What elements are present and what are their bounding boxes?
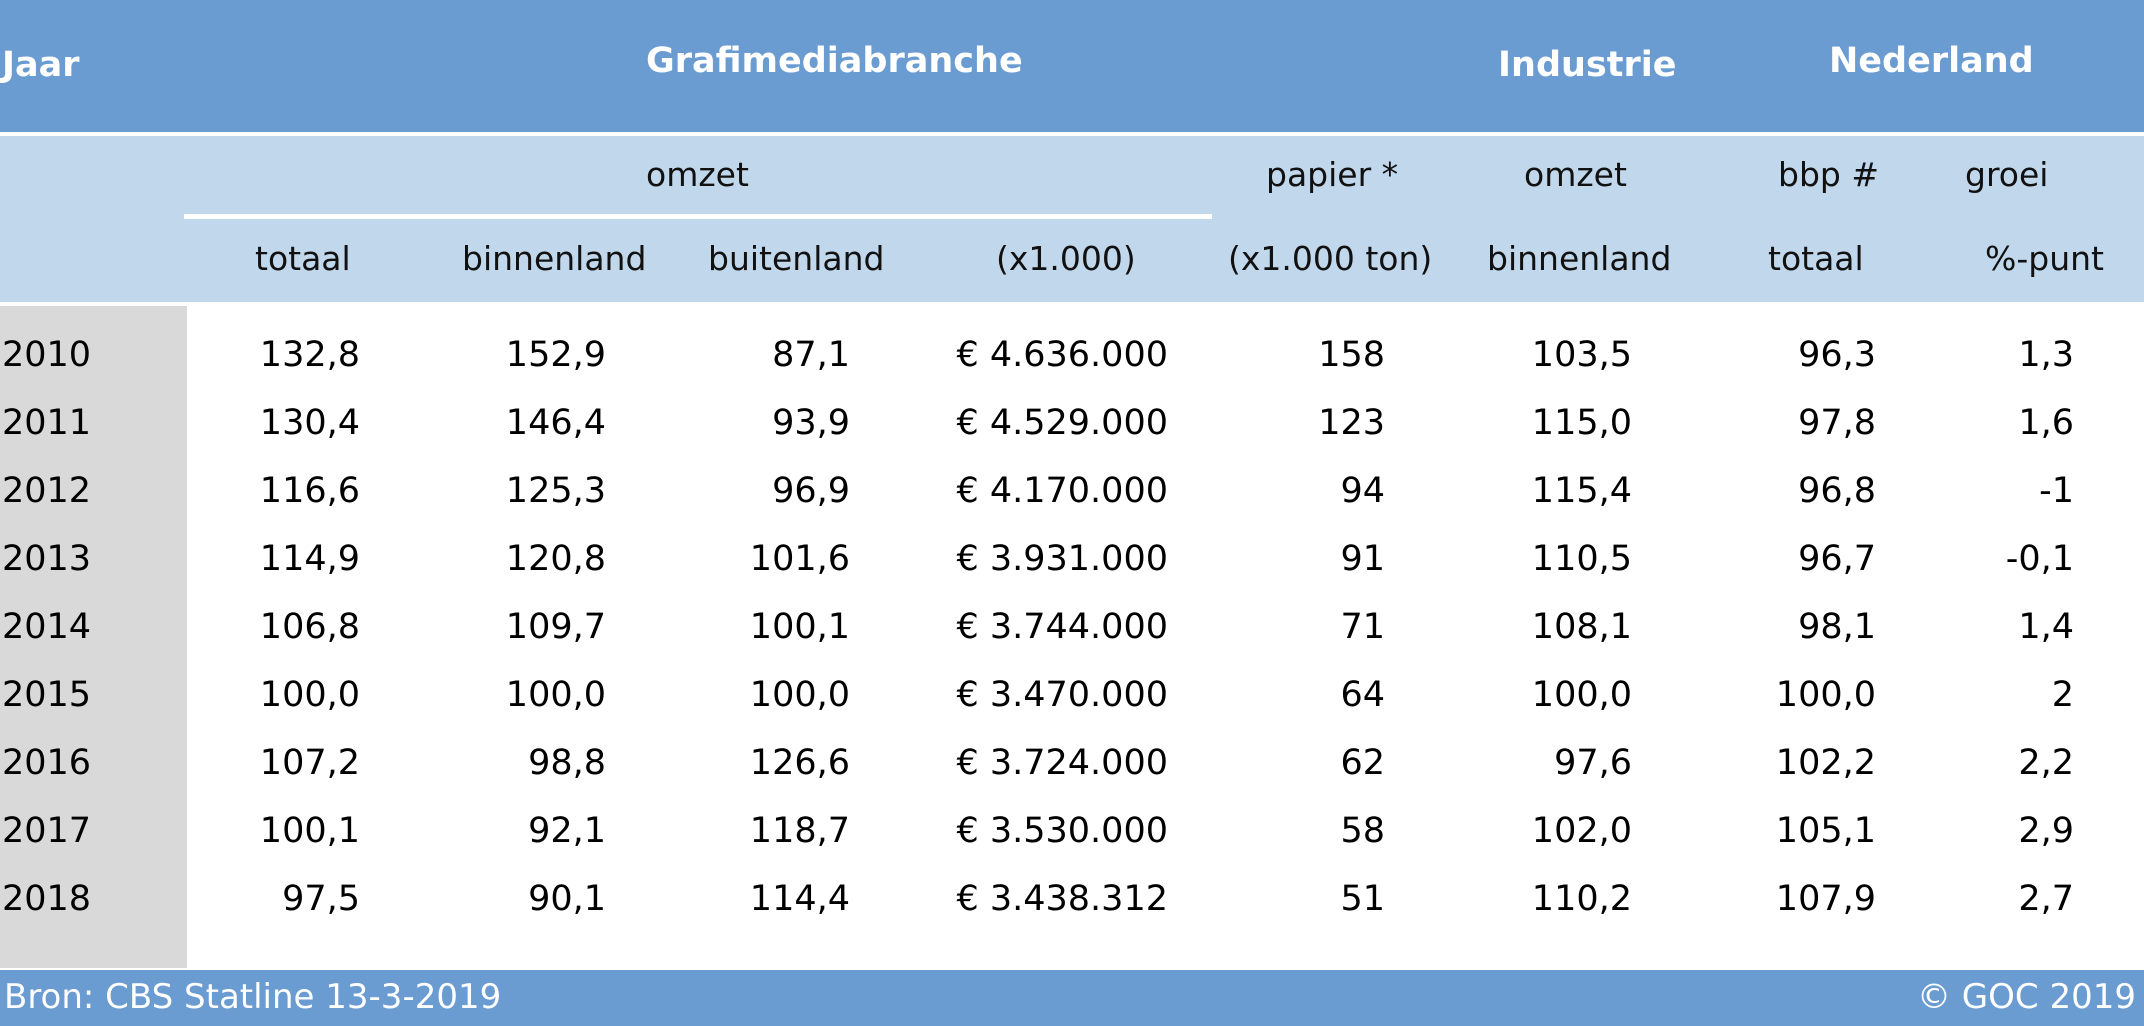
cell-bbp: 97,8: [1798, 403, 1876, 443]
cell-jaar: 2015: [2, 675, 92, 715]
cell-buitenland: 100,0: [749, 675, 850, 715]
cell-totaal: 106,8: [259, 607, 360, 647]
cell-bbp: 96,3: [1798, 335, 1876, 375]
subheader-industrie-binnenland: binnenland: [1487, 239, 1672, 278]
cell-buitenland: 101,6: [749, 539, 850, 579]
cell-binnenland: 92,1: [528, 811, 606, 851]
cell-papier: 94: [1340, 471, 1385, 511]
cell-binnenland: 100,0: [505, 675, 606, 715]
subheader-buitenland: buitenland: [708, 239, 885, 278]
omzet-group-underline: [184, 214, 1212, 219]
table-row: [0, 675, 2144, 746]
subheader-x1000: (x1.000): [996, 239, 1136, 278]
cell-jaar: 2016: [2, 743, 92, 783]
table-row: [0, 403, 2144, 474]
cell-binnenland: 125,3: [505, 471, 606, 511]
subheader-x1000-ton: (x1.000 ton): [1228, 239, 1433, 278]
cell-papier: 71: [1340, 607, 1385, 647]
cell-papier: 62: [1340, 743, 1385, 783]
cell-binnenland: 120,8: [505, 539, 606, 579]
cell-groei: 2,2: [2018, 743, 2074, 783]
header-band: [0, 0, 2144, 132]
cell-groei: 1,6: [2018, 403, 2074, 443]
cell-groei: 2: [2051, 675, 2074, 715]
cell-groei: -0,1: [2005, 539, 2074, 579]
subheader-totaal: totaal: [255, 239, 351, 278]
cell-buitenland: 96,9: [772, 471, 850, 511]
cell-industrie: 110,2: [1531, 879, 1632, 919]
cell-omzet-euro: € 3.438.312: [956, 879, 1168, 919]
footer-copyright: © GOC 2019: [1917, 977, 2136, 1017]
cell-buitenland: 87,1: [772, 335, 850, 375]
cell-industrie: 108,1: [1531, 607, 1632, 647]
cell-omzet-euro: € 3.744.000: [956, 607, 1168, 647]
cell-bbp: 102,2: [1775, 743, 1876, 783]
cell-groei: 1,4: [2018, 607, 2074, 647]
cell-buitenland: 100,1: [749, 607, 850, 647]
cell-buitenland: 126,6: [749, 743, 850, 783]
subheader-procentpunt: %-punt: [1985, 239, 2104, 278]
cell-groei: -1: [2039, 471, 2074, 511]
cell-totaal: 132,8: [259, 335, 360, 375]
table-row: [0, 879, 2144, 950]
cell-omzet-euro: € 3.530.000: [956, 811, 1168, 851]
cell-industrie: 97,6: [1554, 743, 1632, 783]
header-grafimediabranche: Grafimediabranche: [646, 41, 1023, 81]
cell-jaar: 2013: [2, 539, 92, 579]
cell-industrie: 115,0: [1531, 403, 1632, 443]
cell-jaar: 2017: [2, 811, 92, 851]
cell-industrie: 100,0: [1531, 675, 1632, 715]
table-row: [0, 539, 2144, 610]
cell-binnenland: 146,4: [505, 403, 606, 443]
cell-binnenland: 98,8: [528, 743, 606, 783]
cell-bbp: 98,1: [1798, 607, 1876, 647]
cell-groei: 2,9: [2018, 811, 2074, 851]
cell-industrie: 102,0: [1531, 811, 1632, 851]
cell-papier: 158: [1318, 335, 1385, 375]
subheader-groei: groei: [1965, 155, 2049, 194]
subheader-bbp-totaal: totaal: [1768, 239, 1864, 278]
cell-totaal: 100,0: [259, 675, 360, 715]
table-row: [0, 743, 2144, 814]
cell-totaal: 116,6: [259, 471, 360, 511]
cell-omzet-euro: € 4.529.000: [956, 403, 1168, 443]
header-industrie: Industrie: [1498, 45, 1677, 85]
table-row: [0, 335, 2144, 406]
cell-papier: 64: [1340, 675, 1385, 715]
header-jaar: Jaar: [2, 45, 80, 85]
cell-totaal: 97,5: [282, 879, 360, 919]
cell-binnenland: 152,9: [505, 335, 606, 375]
cell-totaal: 107,2: [259, 743, 360, 783]
cell-bbp: 105,1: [1775, 811, 1876, 851]
cell-papier: 123: [1318, 403, 1385, 443]
cell-papier: 58: [1340, 811, 1385, 851]
cell-buitenland: 93,9: [772, 403, 850, 443]
footer-source: Bron: CBS Statline 13-3-2019: [4, 977, 502, 1017]
header-nederland: Nederland: [1829, 41, 2034, 81]
cell-papier: 51: [1340, 879, 1385, 919]
cell-jaar: 2010: [2, 335, 92, 375]
cell-bbp: 96,7: [1798, 539, 1876, 579]
cell-binnenland: 109,7: [505, 607, 606, 647]
cell-totaal: 130,4: [259, 403, 360, 443]
cell-industrie: 103,5: [1531, 335, 1632, 375]
cell-industrie: 115,4: [1531, 471, 1632, 511]
cell-industrie: 110,5: [1531, 539, 1632, 579]
cell-buitenland: 118,7: [749, 811, 850, 851]
cell-bbp: 96,8: [1798, 471, 1876, 511]
table-row: [0, 811, 2144, 882]
cell-papier: 91: [1340, 539, 1385, 579]
cell-omzet-euro: € 3.724.000: [956, 743, 1168, 783]
cell-binnenland: 90,1: [528, 879, 606, 919]
cell-buitenland: 114,4: [749, 879, 850, 919]
cell-bbp: 100,0: [1775, 675, 1876, 715]
cell-jaar: 2014: [2, 607, 92, 647]
cell-totaal: 100,1: [259, 811, 360, 851]
cell-omzet-euro: € 3.470.000: [956, 675, 1168, 715]
cell-jaar: 2012: [2, 471, 92, 511]
subheader-industrie-omzet: omzet: [1524, 155, 1627, 194]
cell-omzet-euro: € 3.931.000: [956, 539, 1168, 579]
cell-bbp: 107,9: [1775, 879, 1876, 919]
cell-jaar: 2011: [2, 403, 92, 443]
table-row: [0, 471, 2144, 542]
table-row: [0, 607, 2144, 678]
cell-groei: 2,7: [2018, 879, 2074, 919]
subheader-papier: papier *: [1266, 155, 1399, 194]
cell-jaar: 2018: [2, 879, 92, 919]
subheader-bbp: bbp #: [1778, 155, 1879, 194]
cell-totaal: 114,9: [259, 539, 360, 579]
subheader-omzet-group: omzet: [646, 155, 749, 194]
cell-omzet-euro: € 4.636.000: [956, 335, 1168, 375]
cell-omzet-euro: € 4.170.000: [956, 471, 1168, 511]
subheader-binnenland: binnenland: [462, 239, 647, 278]
cell-groei: 1,3: [2018, 335, 2074, 375]
